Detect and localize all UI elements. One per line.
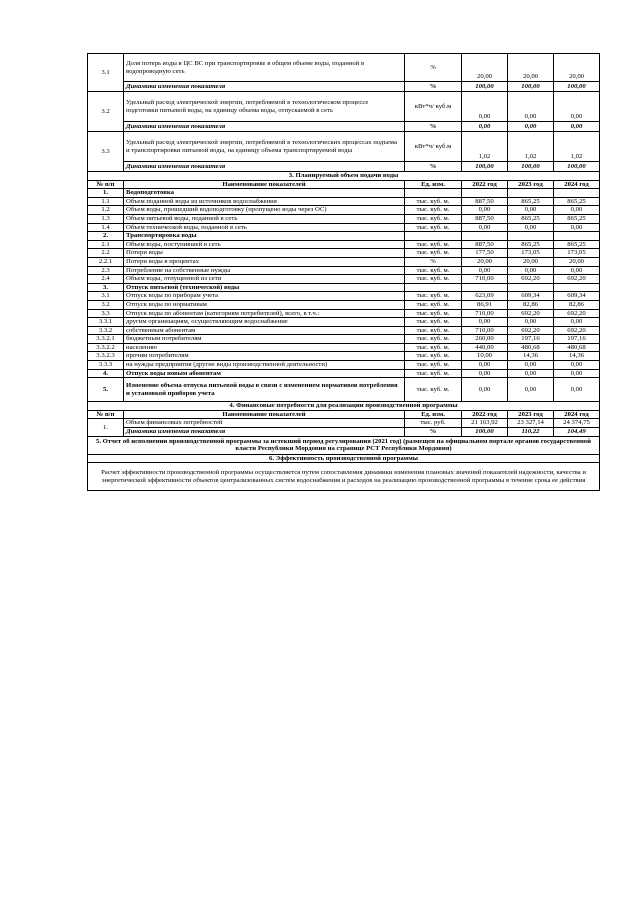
indicator-name: Объем воды, поступившей в сеть bbox=[124, 240, 405, 249]
value-cell: 82,86 bbox=[508, 300, 554, 309]
unit-cell: тыс. куб. м. bbox=[405, 309, 462, 318]
unit-cell: тыс. куб. м. bbox=[405, 275, 462, 284]
value-cell: 20,00 bbox=[508, 257, 554, 266]
value-cell: 21 163,92 bbox=[462, 419, 508, 428]
empty-cell bbox=[508, 232, 554, 241]
value-cell: 0,00 bbox=[508, 361, 554, 370]
table-row bbox=[88, 419, 600, 428]
value-cell: 623,09 bbox=[462, 292, 508, 301]
row-number: 3.3 bbox=[88, 309, 124, 318]
value-cell: 480,68 bbox=[554, 343, 600, 352]
dynamics-row bbox=[88, 428, 600, 437]
value-cell: 0,00 bbox=[462, 92, 508, 122]
section-title: 6. Эффективность производственной программы bbox=[88, 454, 600, 463]
indicator-row bbox=[88, 54, 600, 82]
value-cell: 173,05 bbox=[508, 249, 554, 258]
value-cell: 100,00 bbox=[462, 428, 508, 437]
value-cell: 14,36 bbox=[508, 352, 554, 361]
unit-cell: тыс. куб. м. bbox=[405, 197, 462, 206]
header-row bbox=[88, 180, 600, 189]
indicator-name: на нужды предприятия (другие виды производственной деятельности) bbox=[124, 361, 405, 370]
indicator-name: Объем питьевой воды, поданной в сеть bbox=[124, 214, 405, 223]
row-number: 3.3.2.1 bbox=[88, 335, 124, 344]
value-cell: 0,00 bbox=[462, 378, 508, 402]
unit-cell: тыс. куб. м. bbox=[405, 300, 462, 309]
value-cell: 1,02 bbox=[508, 132, 554, 162]
table-row bbox=[88, 309, 600, 318]
value-cell: 20,00 bbox=[462, 257, 508, 266]
value-cell: 692,20 bbox=[554, 309, 600, 318]
table-row bbox=[88, 326, 600, 335]
table-row bbox=[88, 361, 600, 370]
empty-cell bbox=[554, 283, 600, 292]
indicator-name: Объем поданной воды из источников водоснабжения bbox=[124, 197, 405, 206]
indicator-name: Потери воды в процентах bbox=[124, 257, 405, 266]
row-number: 2.2 bbox=[88, 249, 124, 258]
column-header: № п/п bbox=[88, 410, 124, 419]
value-cell: 20,00 bbox=[508, 54, 554, 82]
row-number: 1.2 bbox=[88, 206, 124, 215]
value-cell: 865,25 bbox=[508, 214, 554, 223]
value-cell: 692,20 bbox=[508, 326, 554, 335]
row-number: 2.3 bbox=[88, 266, 124, 275]
row-number: 2. bbox=[88, 232, 124, 241]
value-cell: 710,00 bbox=[462, 309, 508, 318]
row-number: 3.3.1 bbox=[88, 318, 124, 327]
value-cell: 692,20 bbox=[554, 326, 600, 335]
indicator-name: прочим потребителям bbox=[124, 352, 405, 361]
row-number: 3.3.2.3 bbox=[88, 352, 124, 361]
value-cell: 82,86 bbox=[554, 300, 600, 309]
unit-cell: % bbox=[405, 162, 462, 172]
indicator-name: бюджетным потребителям bbox=[124, 335, 405, 344]
value-cell: 0,00 bbox=[462, 318, 508, 327]
column-header: Наименование показателей bbox=[124, 410, 405, 419]
row-number: 3. bbox=[88, 283, 124, 292]
unit-cell: тыс. куб. м. bbox=[405, 214, 462, 223]
column-header: 2024 год bbox=[554, 410, 600, 419]
table-row bbox=[88, 197, 600, 206]
row-number: 3.3.2 bbox=[88, 326, 124, 335]
empty-cell bbox=[405, 232, 462, 241]
unit-cell: тыс. куб. м. bbox=[405, 249, 462, 258]
value-cell: 692,20 bbox=[554, 275, 600, 284]
row-number: 1. bbox=[88, 189, 124, 198]
table-row bbox=[88, 335, 600, 344]
value-cell: 0,00 bbox=[554, 122, 600, 132]
value-cell: 100,00 bbox=[554, 162, 600, 172]
value-cell: 0,00 bbox=[554, 318, 600, 327]
value-cell: 100,00 bbox=[508, 82, 554, 92]
table-row bbox=[88, 275, 600, 284]
table-row bbox=[88, 300, 600, 309]
value-cell: 0,00 bbox=[508, 122, 554, 132]
dynamics-row bbox=[88, 162, 600, 172]
value-cell: 865,25 bbox=[554, 197, 600, 206]
row-number: 1.4 bbox=[88, 223, 124, 232]
value-cell: 0,00 bbox=[554, 266, 600, 275]
row-number: 3.1 bbox=[88, 54, 124, 92]
value-cell: 20,00 bbox=[462, 54, 508, 82]
group-row bbox=[88, 189, 600, 198]
document-page bbox=[87, 53, 599, 491]
empty-cell bbox=[462, 232, 508, 241]
column-header: 2023 год bbox=[508, 410, 554, 419]
row-number: 3.2 bbox=[88, 300, 124, 309]
indicator-name: Отпуск воды по абонентам (категориям потребителей), всего, в т.ч.: bbox=[124, 309, 405, 318]
group-row bbox=[88, 378, 600, 402]
section-title-row bbox=[88, 402, 600, 411]
indicator-name: собственным абонентам bbox=[124, 326, 405, 335]
indicator-name: Потребление на собственные нужды bbox=[124, 266, 405, 275]
table-row bbox=[88, 292, 600, 301]
value-cell: 110,22 bbox=[508, 428, 554, 437]
unit-cell: тыс. куб. м. bbox=[405, 352, 462, 361]
group-name: Изменение объема отпуска питьевой воды в связи с изменением нормативов потребления и установкой приборов учета bbox=[124, 378, 405, 402]
group-row bbox=[88, 283, 600, 292]
indicator-name: Объем воды, отпущенной из сети bbox=[124, 275, 405, 284]
value-cell: 20,00 bbox=[554, 257, 600, 266]
value-cell: 24 374,75 bbox=[554, 419, 600, 428]
table-row bbox=[88, 343, 600, 352]
dynamics-label: Динамика изменения показателя bbox=[124, 122, 405, 132]
unit-cell: тыс. куб. м. bbox=[405, 206, 462, 215]
unit-cell: % bbox=[405, 54, 462, 82]
value-cell: 609,34 bbox=[554, 292, 600, 301]
value-cell: 177,50 bbox=[462, 249, 508, 258]
value-cell: 0,00 bbox=[554, 223, 600, 232]
indicator-name: Объем финансовых потребностей bbox=[124, 419, 405, 428]
header-row bbox=[88, 410, 600, 419]
unit-cell: тыс. куб. м. bbox=[405, 326, 462, 335]
value-cell: 609,34 bbox=[508, 292, 554, 301]
unit-cell: тыс. куб. м. bbox=[405, 343, 462, 352]
table-row bbox=[88, 206, 600, 215]
production-program-table bbox=[87, 53, 600, 491]
value-cell: 1,02 bbox=[462, 132, 508, 162]
indicator-name: Отпуск воды по нормативам bbox=[124, 300, 405, 309]
section-title: 5. Отчет об исполнении производственной программы за истекший период регулирования (2021 год) (размещен на официальном портале органов государственной власти Республики Мордовия на странице РСТ Республики Мордовия) bbox=[88, 436, 600, 454]
row-number: 2.1 bbox=[88, 240, 124, 249]
value-cell: 0,00 bbox=[554, 361, 600, 370]
value-cell: 0,00 bbox=[508, 378, 554, 402]
row-number: 3.3.2.2 bbox=[88, 343, 124, 352]
value-cell: 14,36 bbox=[554, 352, 600, 361]
column-header: № п/п bbox=[88, 180, 124, 189]
unit-cell: тыс. куб. м. bbox=[405, 223, 462, 232]
indicator-name: Доля потерь воды в ЦС ВС при транспортировке в общем объеме воды, поданной в водопроводную сеть bbox=[124, 54, 405, 82]
row-number: 1. bbox=[88, 419, 124, 436]
value-cell: 0,00 bbox=[508, 266, 554, 275]
empty-cell bbox=[508, 283, 554, 292]
unit-cell: тыс. куб. м. bbox=[405, 292, 462, 301]
value-cell: 480,68 bbox=[508, 343, 554, 352]
empty-cell bbox=[405, 189, 462, 198]
empty-cell bbox=[554, 189, 600, 198]
unit-cell: тыс. куб. м. bbox=[405, 361, 462, 370]
value-cell: 197,16 bbox=[508, 335, 554, 344]
value-cell: 0,00 bbox=[508, 92, 554, 122]
group-name: Водоподготовка bbox=[124, 189, 405, 198]
unit-cell: тыс. куб. м. bbox=[405, 318, 462, 327]
indicator-row bbox=[88, 92, 600, 122]
section-title-row bbox=[88, 454, 600, 463]
value-cell: 692,20 bbox=[508, 275, 554, 284]
efficiency-text: Расчет эффективности производственной программы осуществляется путем сопоставления динамики изменения плановых значений показателей надежности, качества и энергетической эффективности объектов централизованных систем водоснабжения и расходов на реализацию производственной программы в течение срока ее действия bbox=[88, 463, 600, 491]
value-cell: 20,00 bbox=[554, 54, 600, 82]
unit-cell: кВт*ч/ куб.м bbox=[405, 132, 462, 162]
unit-cell: % bbox=[405, 122, 462, 132]
row-number: 2.2.1 bbox=[88, 257, 124, 266]
table-row bbox=[88, 266, 600, 275]
value-cell: 0,00 bbox=[462, 223, 508, 232]
column-header: 2023 год bbox=[508, 180, 554, 189]
value-cell: 692,20 bbox=[508, 309, 554, 318]
value-cell: 0,00 bbox=[462, 369, 508, 378]
value-cell: 0,00 bbox=[554, 369, 600, 378]
indicator-name: населению bbox=[124, 343, 405, 352]
unit-cell: кВт*ч/ куб.м bbox=[405, 92, 462, 122]
value-cell: 865,25 bbox=[508, 197, 554, 206]
indicator-name: Удельный расход электрической энергии, потребляемой в технологическом процессе подготовки питьевой воды, на единицу объема воды, отпускаемой в сеть bbox=[124, 92, 405, 122]
table-row bbox=[88, 240, 600, 249]
group-row bbox=[88, 369, 600, 378]
unit-cell: тыс. куб. м. bbox=[405, 369, 462, 378]
row-number: 3.3 bbox=[88, 132, 124, 172]
indicator-name: Удельный расход электрической энергии, потребляемой в технологических процессах подъема и транспортировки питьевой воды, на единицу объема транспортируемой воды bbox=[124, 132, 405, 162]
value-cell: 100,00 bbox=[554, 82, 600, 92]
unit-cell: тыс. куб. м. bbox=[405, 335, 462, 344]
row-number: 2.4 bbox=[88, 275, 124, 284]
table-row bbox=[88, 318, 600, 327]
value-cell: 0,00 bbox=[554, 206, 600, 215]
value-cell: 0,00 bbox=[462, 361, 508, 370]
section-title: 3. Планируемый объем подачи воды bbox=[88, 172, 600, 181]
table-row bbox=[88, 223, 600, 232]
value-cell: 887,50 bbox=[462, 197, 508, 206]
value-cell: 0,00 bbox=[508, 206, 554, 215]
unit-cell: тыс. куб. м. bbox=[405, 378, 462, 402]
table-row bbox=[88, 214, 600, 223]
group-row bbox=[88, 232, 600, 241]
unit-cell: тыс. куб. м. bbox=[405, 266, 462, 275]
row-number: 3.2 bbox=[88, 92, 124, 132]
column-header: Ед. изм. bbox=[405, 410, 462, 419]
text-row bbox=[88, 463, 600, 491]
column-header: Наименование показателей bbox=[124, 180, 405, 189]
unit-cell: тыс. куб. м. bbox=[405, 240, 462, 249]
unit-cell: % bbox=[405, 428, 462, 437]
row-number: 4. bbox=[88, 369, 124, 378]
dynamics-row bbox=[88, 122, 600, 132]
column-header: 2022 год bbox=[462, 180, 508, 189]
value-cell: 260,00 bbox=[462, 335, 508, 344]
value-cell: 0,00 bbox=[462, 122, 508, 132]
value-cell: 0,00 bbox=[508, 318, 554, 327]
empty-cell bbox=[554, 232, 600, 241]
value-cell: 887,50 bbox=[462, 214, 508, 223]
value-cell: 865,25 bbox=[554, 214, 600, 223]
dynamics-label: Динамика изменения показателя bbox=[124, 82, 405, 92]
section-title-row bbox=[88, 436, 600, 454]
dynamics-row bbox=[88, 82, 600, 92]
value-cell: 100,00 bbox=[508, 162, 554, 172]
value-cell: 865,25 bbox=[554, 240, 600, 249]
empty-cell bbox=[462, 189, 508, 198]
value-cell: 197,16 bbox=[554, 335, 600, 344]
indicator-name: другим организациям, осуществляющим водоснабжение bbox=[124, 318, 405, 327]
value-cell: 1,02 bbox=[554, 132, 600, 162]
value-cell: 0,00 bbox=[462, 206, 508, 215]
value-cell: 104,49 bbox=[554, 428, 600, 437]
value-cell: 0,00 bbox=[554, 92, 600, 122]
table-row bbox=[88, 352, 600, 361]
value-cell: 23 327,14 bbox=[508, 419, 554, 428]
value-cell: 440,00 bbox=[462, 343, 508, 352]
row-number: 5. bbox=[88, 378, 124, 402]
column-header: 2024 год bbox=[554, 180, 600, 189]
value-cell: 710,00 bbox=[462, 275, 508, 284]
indicator-name: Отпуск воды по приборам учета bbox=[124, 292, 405, 301]
section-title-row bbox=[88, 172, 600, 181]
unit-cell: % bbox=[405, 257, 462, 266]
indicator-name: Потери воды bbox=[124, 249, 405, 258]
row-number: 1.3 bbox=[88, 214, 124, 223]
row-number: 1.1 bbox=[88, 197, 124, 206]
table-row bbox=[88, 257, 600, 266]
value-cell: 865,25 bbox=[508, 240, 554, 249]
empty-cell bbox=[462, 283, 508, 292]
value-cell: 86,91 bbox=[462, 300, 508, 309]
value-cell: 100,00 bbox=[462, 162, 508, 172]
dynamics-label: Динамика изменения показателя bbox=[124, 162, 405, 172]
value-cell: 173,05 bbox=[554, 249, 600, 258]
column-header: Ед. изм. bbox=[405, 180, 462, 189]
dynamics-label: Динамика изменения показателя bbox=[124, 428, 405, 437]
row-number: 3.3.3 bbox=[88, 361, 124, 370]
indicator-row bbox=[88, 132, 600, 162]
value-cell: 0,00 bbox=[508, 223, 554, 232]
column-header: 2022 год bbox=[462, 410, 508, 419]
value-cell: 0,00 bbox=[554, 378, 600, 402]
empty-cell bbox=[405, 283, 462, 292]
value-cell: 10,00 bbox=[462, 352, 508, 361]
value-cell: 100,00 bbox=[462, 82, 508, 92]
unit-cell: тыс. руб. bbox=[405, 419, 462, 428]
table-row bbox=[88, 249, 600, 258]
group-name: Транспортировка воды bbox=[124, 232, 405, 241]
group-name: Отпуск питьевой (технической) воды bbox=[124, 283, 405, 292]
section-title: 4. Финансовые потребности для реализации производственной программы bbox=[88, 402, 600, 411]
indicator-name: Объем технической воды, поданной в сеть bbox=[124, 223, 405, 232]
value-cell: 887,50 bbox=[462, 240, 508, 249]
row-number: 3.1 bbox=[88, 292, 124, 301]
group-name: Отпуск воды новым абонентам bbox=[124, 369, 405, 378]
value-cell: 0,00 bbox=[462, 266, 508, 275]
value-cell: 710,00 bbox=[462, 326, 508, 335]
unit-cell: % bbox=[405, 82, 462, 92]
empty-cell bbox=[508, 189, 554, 198]
value-cell: 0,00 bbox=[508, 369, 554, 378]
indicator-name: Объем воды, прошедший водоподготовку (пропущено воды через ОС) bbox=[124, 206, 405, 215]
